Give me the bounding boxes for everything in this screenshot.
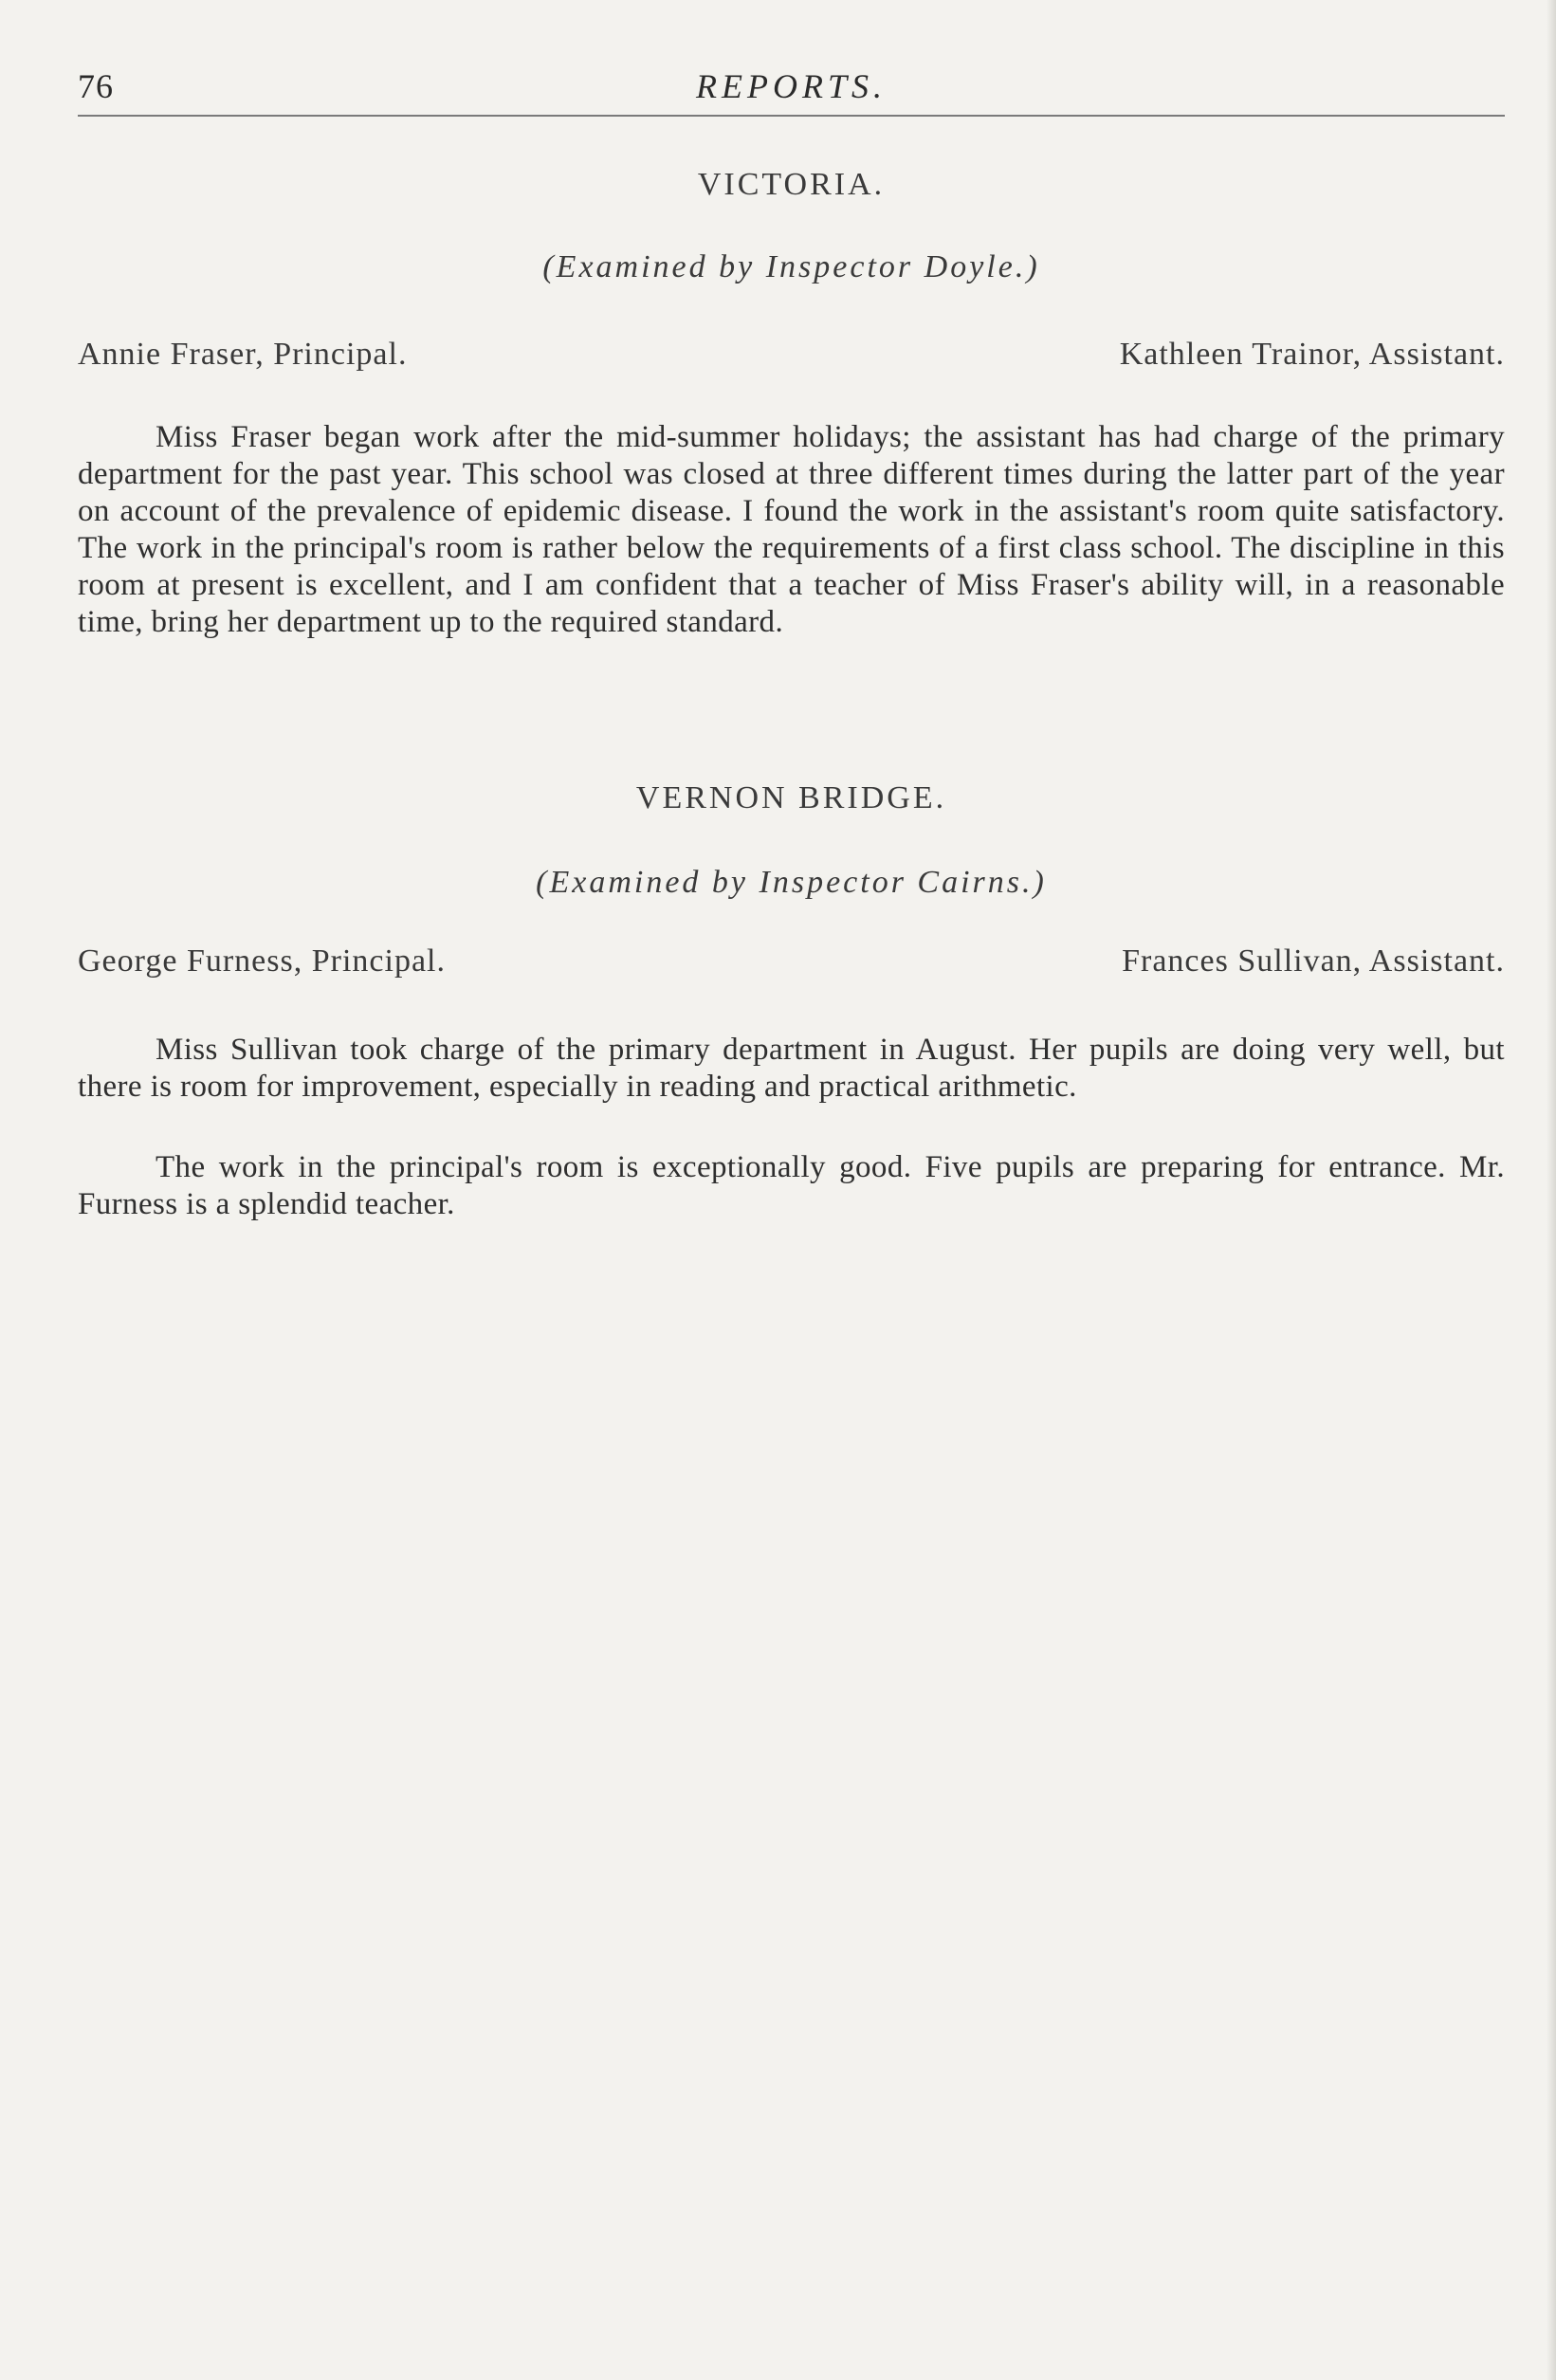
- staff-line-victoria: [78, 337, 1505, 376]
- running-title: REPORTS.: [696, 67, 887, 105]
- principal-name: George Furness, Principal.: [78, 943, 446, 979]
- report-paragraph-vernon-bridge-1: Miss Sullivan took charge of the primary department in August. Her pupils are doing very well, but there is room for improvement, especially in reading and practical arithmetic.: [78, 1033, 1505, 1104]
- running-header: [78, 59, 1505, 112]
- section-title-victoria: VICTORIA.: [697, 167, 886, 202]
- assistant-name: Frances Sullivan, Assistant.: [1122, 943, 1505, 979]
- report-paragraph-vernon-bridge-2: The work in the principal's room is exceptionally good. Five pupils are preparing for entrance. Mr. Furness is a splendid teacher.: [78, 1150, 1505, 1221]
- examiner-line-vernon-bridge: (Examined by Inspector Cairns.): [536, 865, 1047, 900]
- examiner-line-victoria: (Examined by Inspector Doyle.): [542, 249, 1040, 284]
- staff-line-vernon-bridge: [78, 943, 1505, 983]
- assistant-name: Kathleen Trainor, Assistant.: [1119, 337, 1505, 372]
- page-number: 76: [78, 67, 114, 105]
- report-paragraph-victoria: Miss Fraser began work after the mid-summer holidays; the assistant has had charge of the primary department for the past year. This school was closed at three different times during the latter part of the year on account of the prevalence of epidemic disease. I found the work in the assistant's room quite satisfactory. The work in the principal's room is rather below the requirements of a first class school. The discipline in this room at present is excellent, and I am confident that a teacher of Miss Fraser's ability will, in a reasonable time, bring her department up to the required standard.: [78, 420, 1505, 639]
- section-title-vernon-bridge: VERNON BRIDGE.: [635, 780, 947, 815]
- header-rule: [78, 115, 1505, 117]
- principal-name: Annie Fraser, Principal.: [78, 337, 408, 372]
- page-edge-shadow: [1547, 0, 1556, 2380]
